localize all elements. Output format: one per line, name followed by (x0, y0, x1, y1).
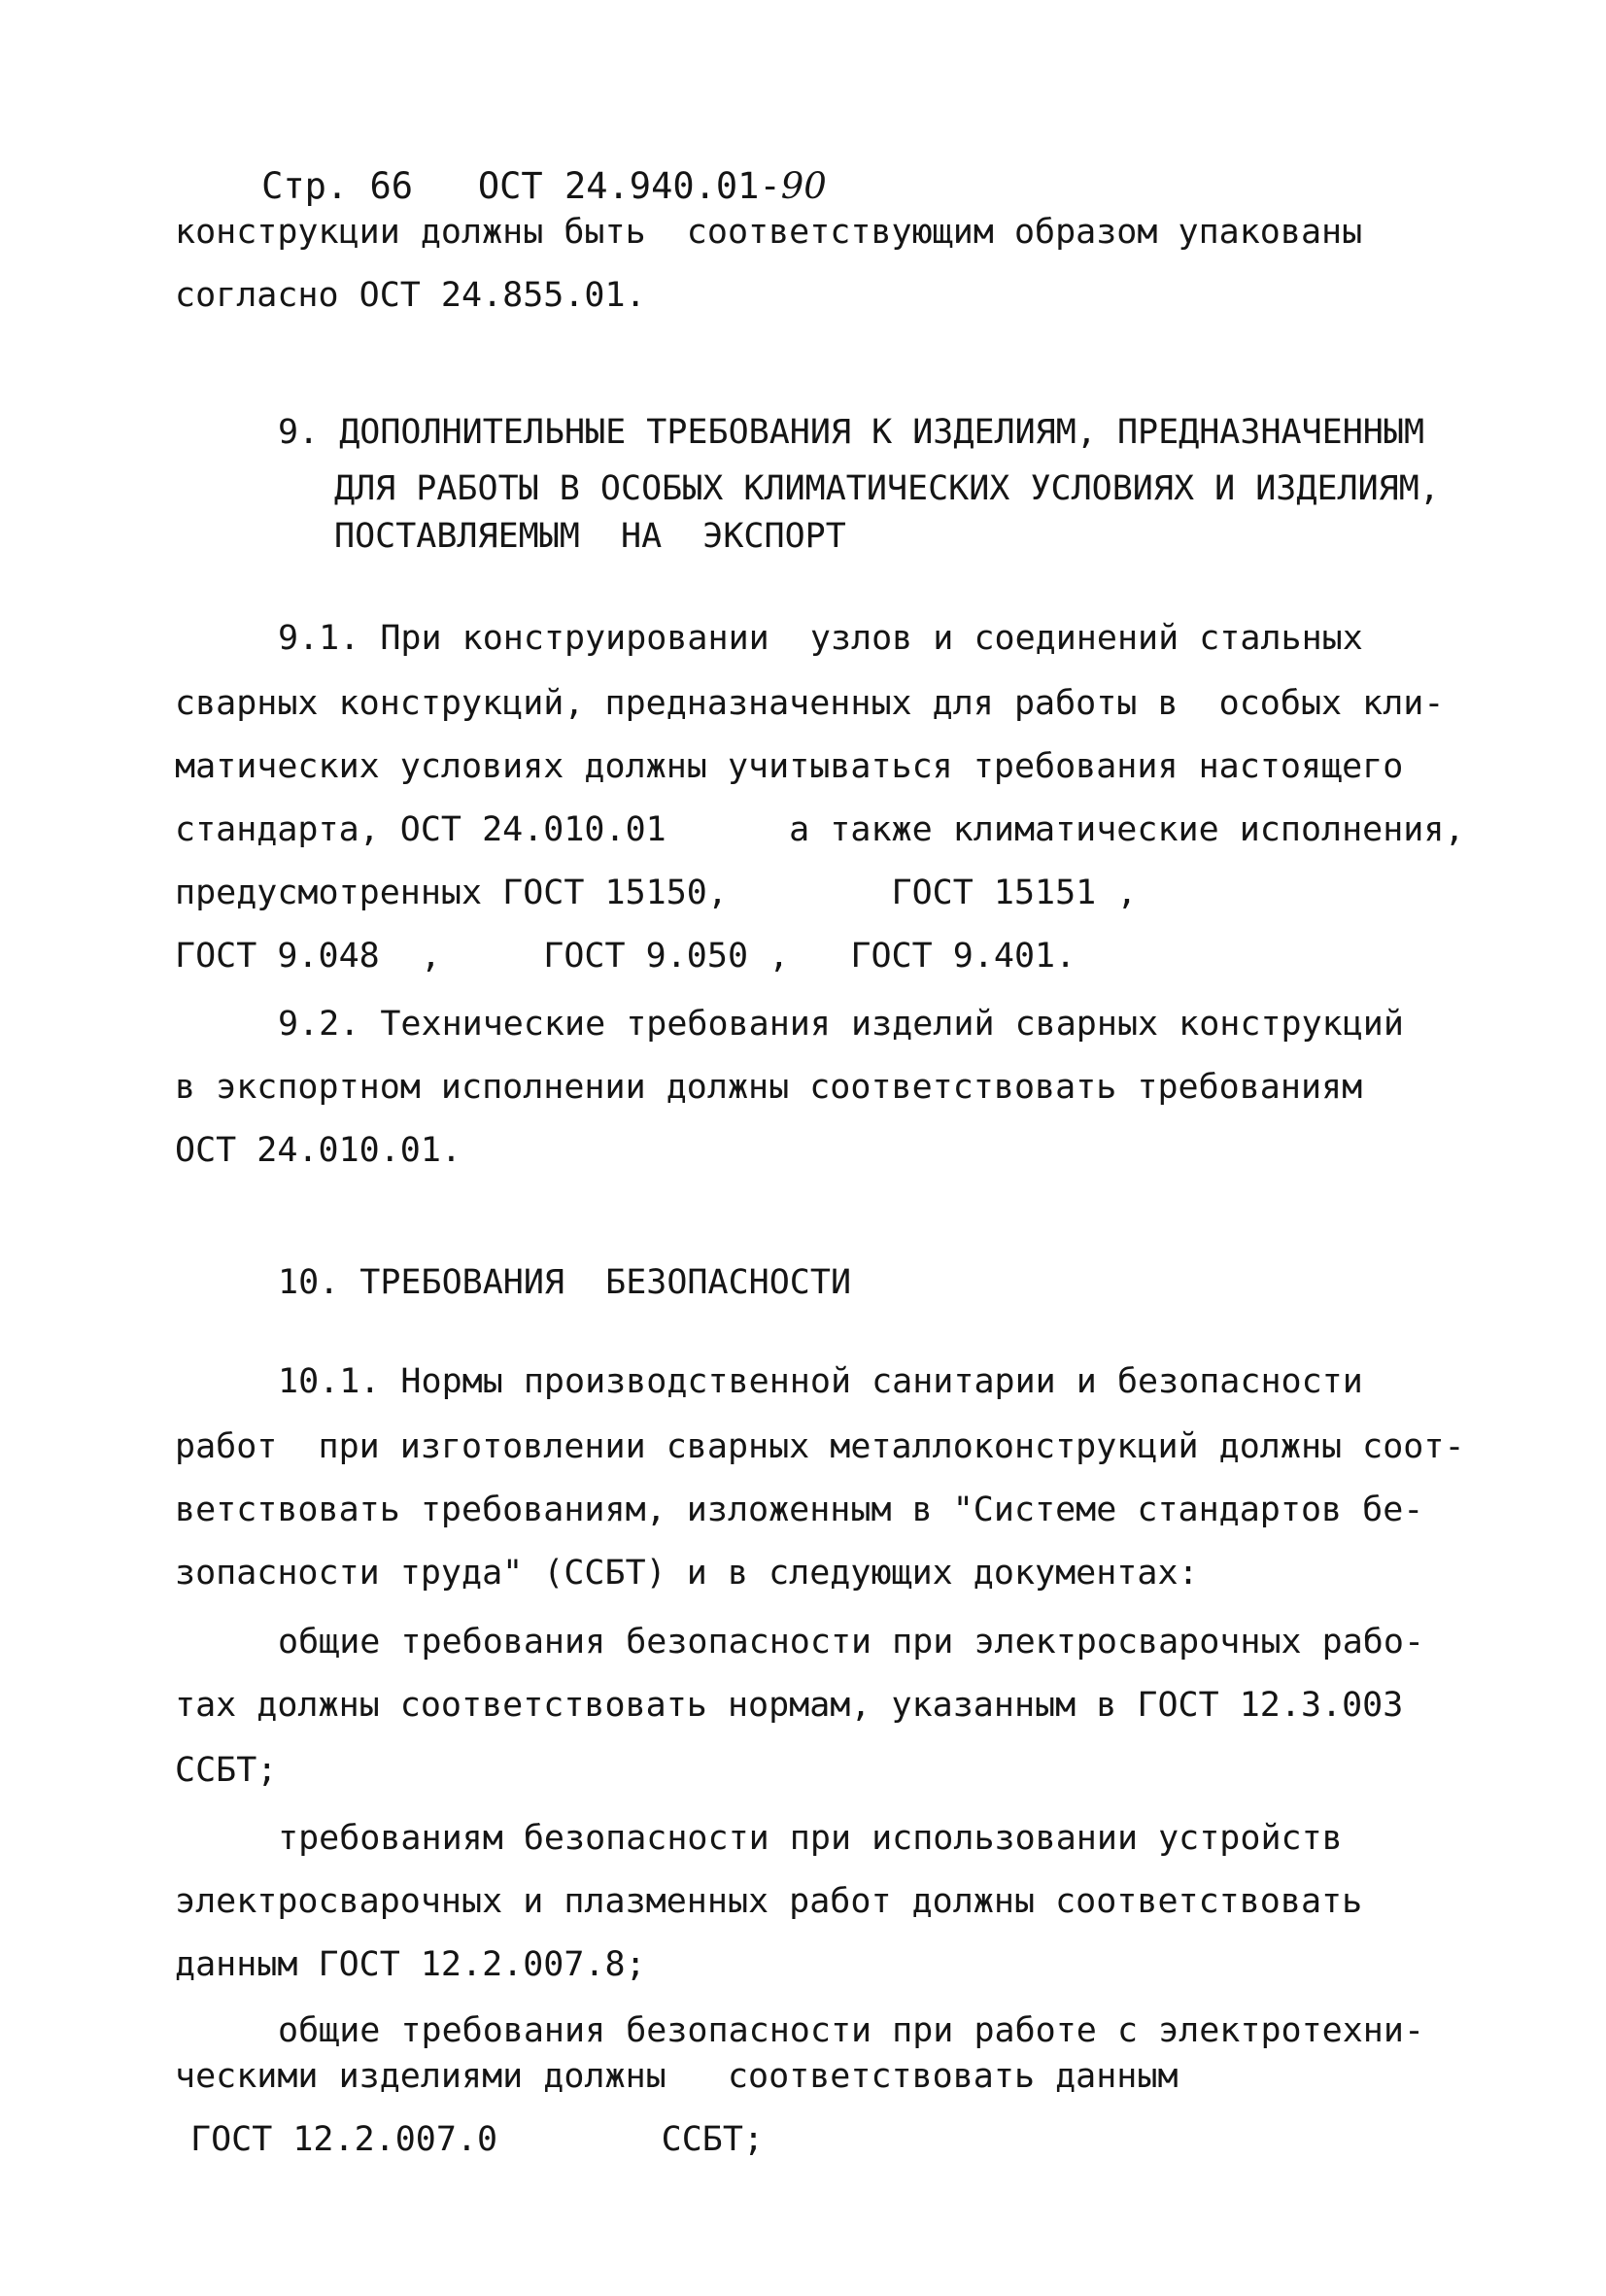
p9-1-line-3: матических условиях должны учитываться требования настоящего (175, 747, 1404, 786)
section9-heading-line-2: ДЛЯ РАБОТЫ В ОСОБЫХ КЛИМАТИЧЕСКИХ УСЛОВИЯХ И ИЗДЕЛИЯМ, (334, 469, 1440, 508)
p10-4-line-1: общие требования безопасности при работе с электротехни- (278, 2011, 1425, 2050)
p10-3-line-3: данным ГОСТ 12.2.007.8; (175, 1945, 646, 1984)
p9-1-line-2: сварных конструкций, предназначенных для работы в особых кли- (175, 684, 1445, 723)
intro-line-1: конструкции должны быть соответствующим образом упакованы (175, 213, 1363, 252)
p9-2-line-3: ОСТ 24.010.01. (175, 1131, 462, 1170)
section9-heading-line-3: ПОСТАВЛЯЕМЫМ НА ЭКСПОРТ (334, 517, 846, 556)
p10-4-line-3: ГОСТ 12.2.007.0 ССБТ; (190, 2120, 765, 2159)
p9-2-line-1: 9.2. Технические требования изделий сварных конструкций (278, 1005, 1404, 1044)
p10-3-line-1: требованиям безопасности при использовании устройств (278, 1819, 1343, 1858)
p9-1-line-6: ГОСТ 9.048 , ГОСТ 9.050 , ГОСТ 9.401. (175, 937, 1076, 976)
p10-1-line-3: ветствовать требованиям, изложенным в "Системе стандартов бе- (175, 1491, 1424, 1529)
section9-heading-line-1: 9. ДОПОЛНИТЕЛЬНЫЕ ТРЕБОВАНИЯ К ИЗДЕЛИЯМ, ПРЕДНАЗНАЧЕННЫМ (278, 413, 1425, 452)
doc-year-handwritten: 90 (780, 165, 827, 207)
p10-1-line-4: зопасности труда" (ССБТ) и в следующих документах: (175, 1554, 1199, 1593)
intro-line-2: согласно ОСТ 24.855.01. (175, 276, 646, 315)
p10-1-line-1: 10.1. Нормы производственной санитарии и безопасности (278, 1362, 1363, 1401)
p10-2-line-2: тах должны соответствовать нормам, указанным в ГОСТ 12.3.003 (175, 1686, 1404, 1725)
p10-4-line-2: ческими изделиями должны соответствовать данным (175, 2057, 1179, 2096)
p10-1-line-2: работ при изготовлении сварных металлоконструкций должны соот- (175, 1427, 1465, 1466)
p10-3-line-2: электросварочных и плазменных работ должны соответствовать (175, 1882, 1363, 1921)
p9-1-line-1: 9.1. При конструировании узлов и соединений стальных (278, 619, 1363, 658)
p10-2-line-3: ССБТ; (175, 1751, 278, 1790)
p10-2-line-1: общие требования безопасности при электросварочных рабо- (278, 1623, 1425, 1662)
p9-1-line-4: стандарта, ОСТ 24.010.01 а также климатические исполнения, (175, 810, 1465, 849)
doc-code: ОСТ 24.940.01- (477, 165, 781, 207)
p9-1-line-5: предусмотренных ГОСТ 15150, ГОСТ 15151 , (175, 874, 1138, 912)
section10-heading: 10. ТРЕБОВАНИЯ БЕЗОПАСНОСТИ (278, 1263, 852, 1302)
page-number: Стр. 66 (261, 165, 414, 207)
p9-2-line-2: в экспортном исполнении должны соответствовать требованиям (175, 1068, 1363, 1107)
